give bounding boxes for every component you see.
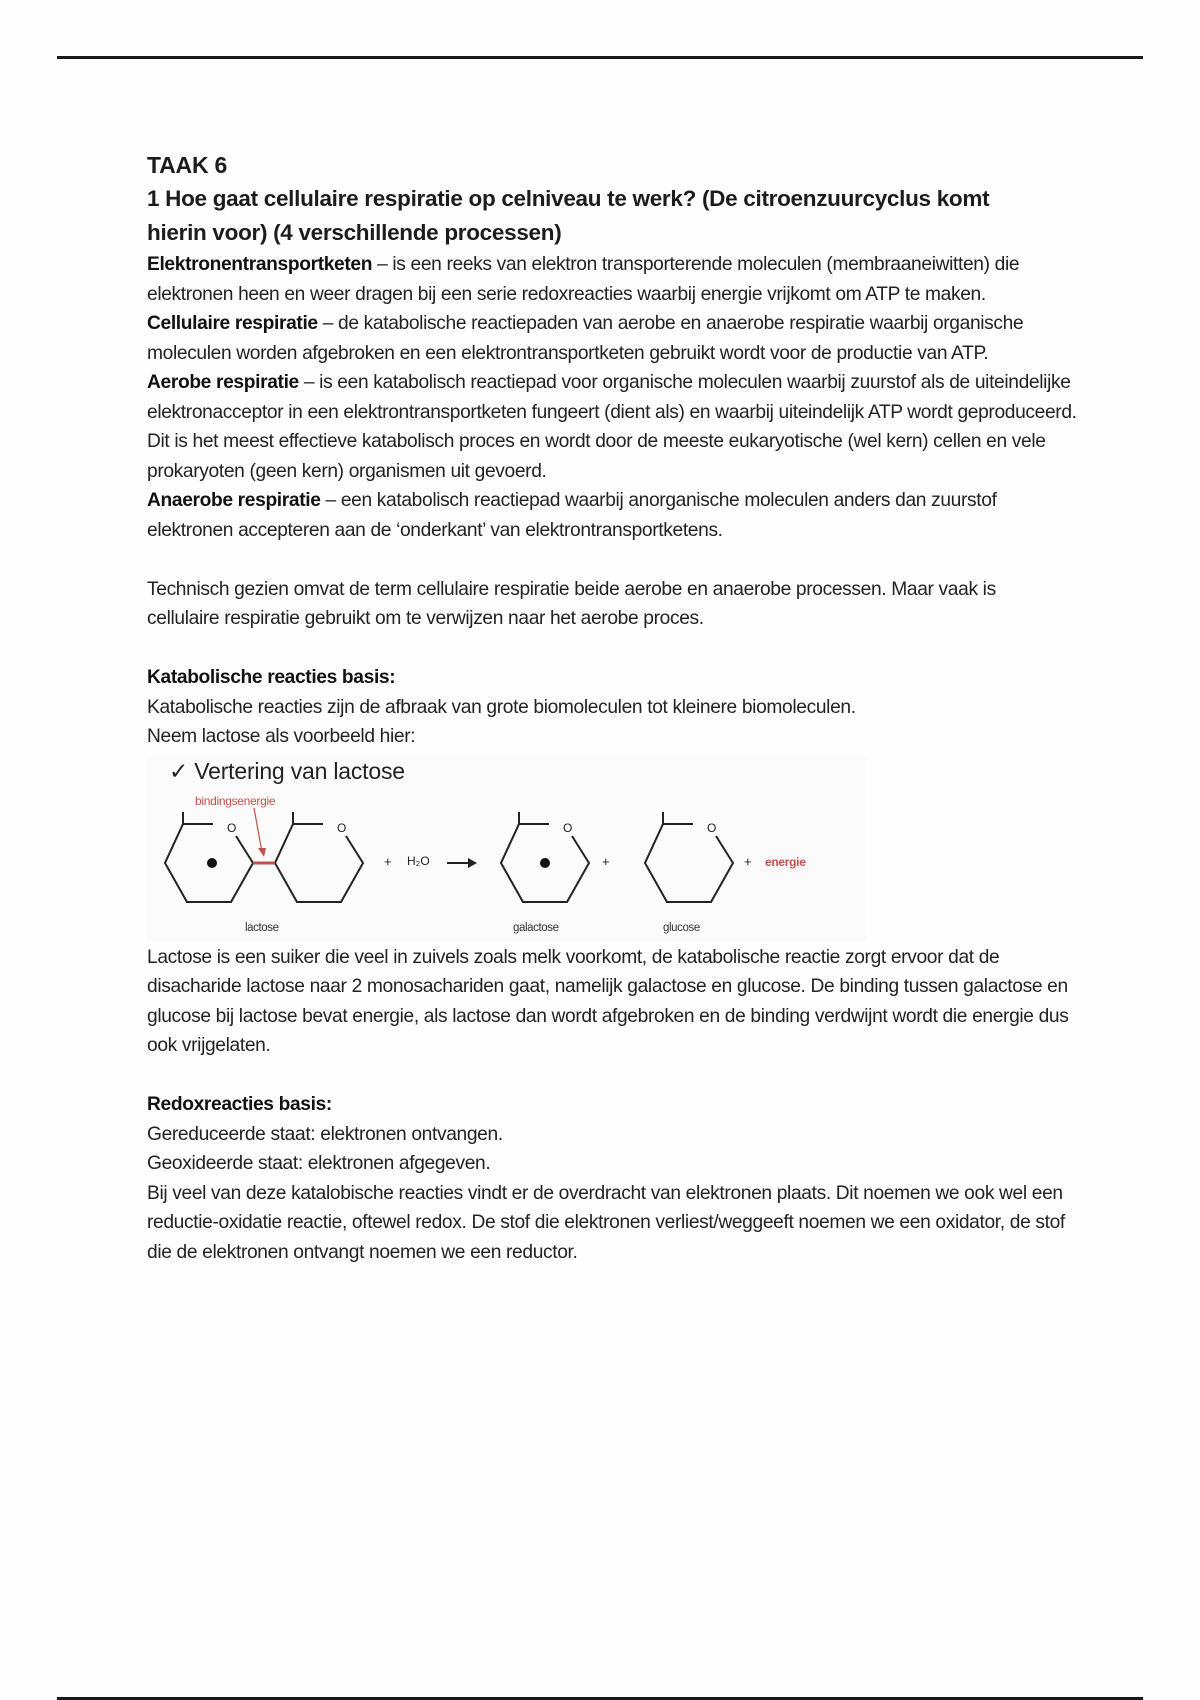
question-heading: 1 Hoe gaat cellulaire respiratie op celniveau te werk? (De citroenzuurcyclus komt hierin voor) (4 verschillende processen) xyxy=(147,186,990,245)
definition-text: – is een katabolisch reactiepad voor organische moleculen waarbij zuurstof als de uiteindelijke elektronacceptor in een elektrontransportketen fungeert (dient als) en waarbij uiteindelijk ATP wordt geproduceerd. Dit is het meest effectieve katabolisch proces en wordt door de meeste eukaryotische (wel kern) cellen en vele prokaryoten (geen kern) organismen uit gevoerd. xyxy=(147,372,1077,482)
binding-energy-label: bindingsenergie xyxy=(195,793,276,808)
definition-cellulaire-respiratie xyxy=(147,309,1077,368)
glucose-label: glucose xyxy=(663,921,700,934)
plus-sign: + xyxy=(602,853,610,869)
redox-oxidized: Geoxideerde staat: elektronen afgegeven. xyxy=(147,1153,491,1174)
lactose-digestion-figure xyxy=(147,756,867,941)
lactose-explanation: Lactose is een suiker die veel in zuivels zoals melk voorkomt, de katabolische reactie zorgt ervoor dat de disacharide lactose naar 2 monosachariden gaat, namelijk galactose en glucose. De binding tussen galactose en glucose bij lactose bevat energie, als lactose dan wordt afgebroken en de binding verdwijnt wordt die energie dus ook vrijgelaten. xyxy=(147,946,1069,1056)
svg-text:O: O xyxy=(337,820,347,835)
definition-term: Cellulaire respiratie xyxy=(147,313,318,334)
page-content xyxy=(147,148,1077,1267)
definition-elektronentransportketen xyxy=(147,250,1077,309)
plus-sign: + xyxy=(744,853,752,869)
definition-anaerobe-respiratie xyxy=(147,486,1077,545)
svg-text:O: O xyxy=(707,820,717,835)
svg-text:O: O xyxy=(227,820,237,835)
lactose-reaction-diagram xyxy=(147,756,867,941)
definition-text: – is een reeks van elektron transporterende moleculen (membraaneiwitten) die elektronen heen en weer dragen bij een serie redoxreacties waarbij energie vrijkomt om ATP te maken. xyxy=(147,254,1020,305)
definition-term: Elektronentransportketen xyxy=(147,254,373,275)
technical-note: Technisch gezien omvat de term cellulaire respiratie beide aerobe en anaerobe processen. Maar vaak is cellulaire respiratie gebruikt om te verwijzen naar het aerobe proces. xyxy=(147,578,996,629)
katabolisch-heading: Katabolische reacties basis: xyxy=(147,667,396,688)
definition-text: – een katabolisch reactiepad waarbij anorganische moleculen anders dan zuurstof elektronen accepteren aan de ‘onderkant’ van elektrontransportketens. xyxy=(147,490,997,541)
svg-text:O: O xyxy=(563,820,573,835)
galactose-label: galactose xyxy=(513,921,559,934)
redox-explanation: Bij veel van deze katalobische reacties vindt er de overdracht van elektronen plaats. Dit noemen we ook wel een reductie-oxidatie reactie, oftewel redox. De stof die elektronen verliest/weggeeft noemen we een oxidator, de stof die de elektronen ontvangt noemen we een reductor. xyxy=(147,1182,1065,1263)
energy-label: energie xyxy=(765,854,806,869)
lactose-label: lactose xyxy=(245,921,279,934)
water-formula: H₂O xyxy=(407,853,430,868)
definition-text: – de katabolische reactiepaden van aerobe en anaerobe respiratie waarbij organische moleculen worden afgebroken en een elektrontransportketen gebruikt wordt voor de productie van ATP. xyxy=(147,313,1024,364)
redox-heading: Redoxreacties basis: xyxy=(147,1094,332,1115)
figure-title: ✓ Vertering van lactose xyxy=(169,757,405,784)
definition-term: Anaerobe respiratie xyxy=(147,490,321,511)
page-title: TAAK 6 xyxy=(147,152,228,178)
definition-term: Aerobe respiratie xyxy=(147,372,299,393)
katabolisch-intro-1: Katabolische reacties zijn de afbraak van grote biomoleculen tot kleinere biomoleculen. xyxy=(147,696,856,718)
katabolisch-intro-2: Neem lactose als voorbeeld hier: xyxy=(147,726,416,747)
plus-sign: + xyxy=(384,853,392,869)
redox-reduced: Gereduceerde staat: elektronen ontvangen. xyxy=(147,1123,503,1145)
header-rule xyxy=(57,56,1143,59)
definition-aerobe-respiratie xyxy=(147,368,1077,486)
